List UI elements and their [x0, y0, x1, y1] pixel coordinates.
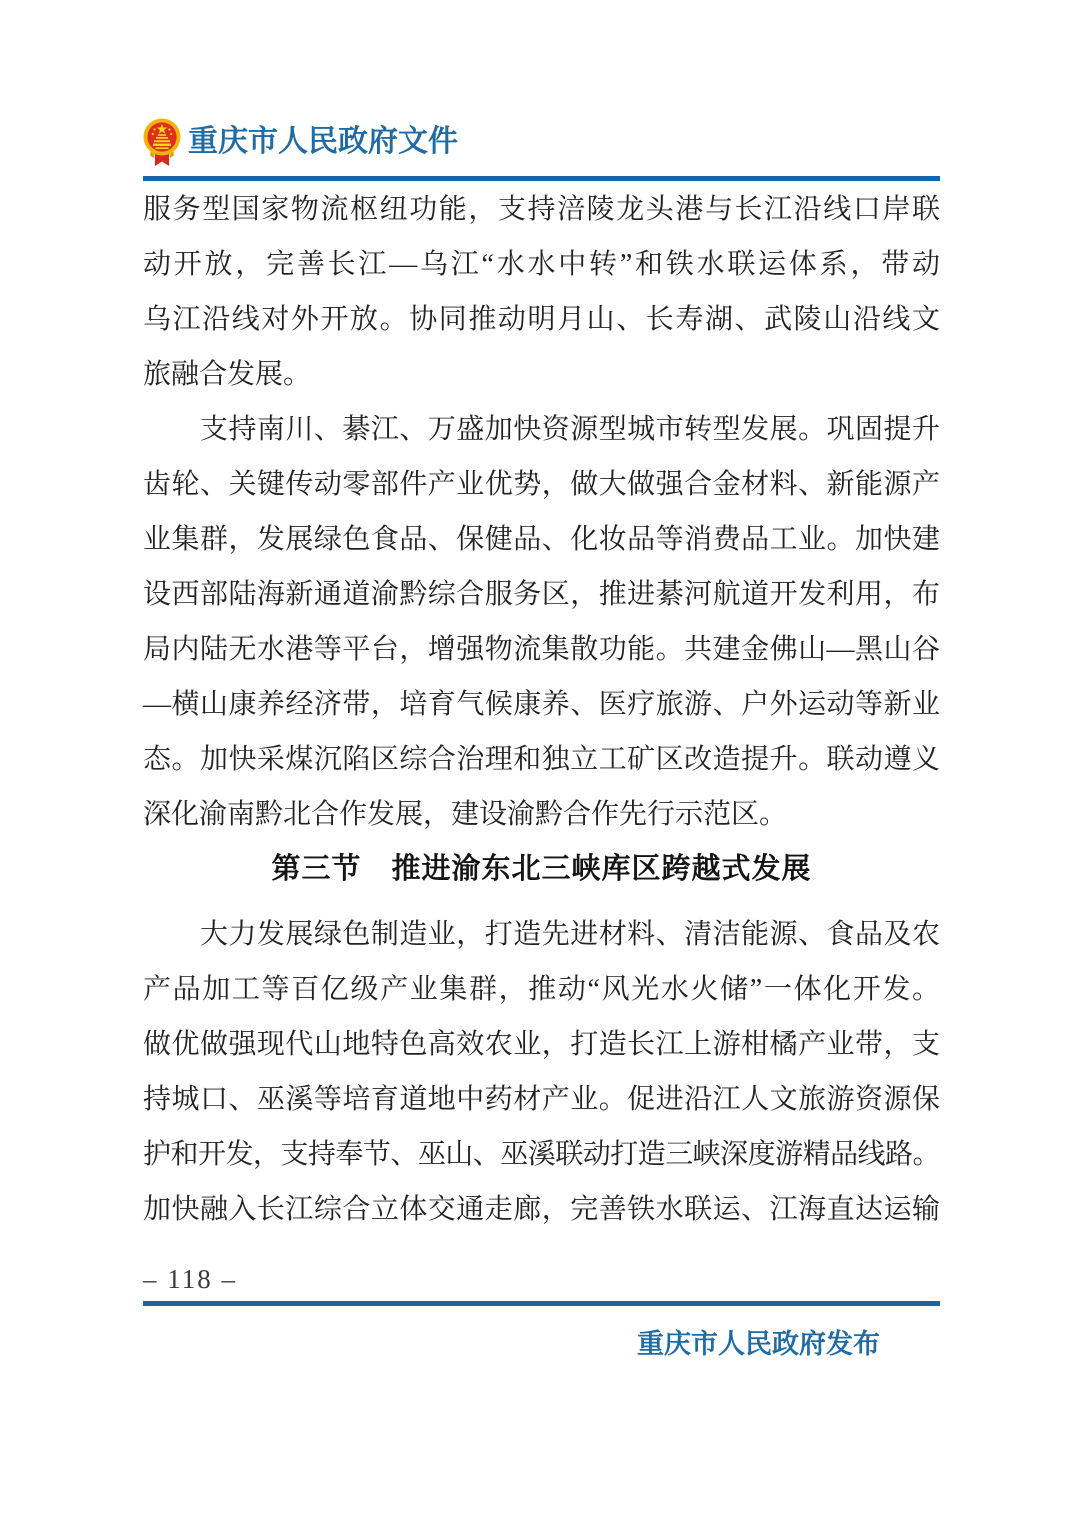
text-line: 旅融合发展。: [143, 359, 312, 390]
text-line: 态。加快采煤沉陷区综合治理和独立工矿区改造提升。联动遵义: [143, 744, 940, 775]
text-line: —横山康养经济带，培育气候康养、医疗旅游、户外运动等新业: [143, 689, 940, 720]
text-line: 齿轮、关键传动零部件产业优势，做大做强合金材料、新能源产: [143, 469, 940, 500]
publisher-label: 重庆市人民政府发布: [637, 1329, 880, 1359]
document-body: [143, 182, 940, 1237]
text-line: 加快融入长江综合立体交通走廊，完善铁水联运、江海直达运输: [143, 1194, 940, 1225]
footer-divider: [143, 1301, 940, 1306]
text-line: 乌江沿线对外开放。协同推动明月山、长寿湖、武陵山沿线文: [143, 304, 940, 335]
text-line: 动开放，完善长江—乌江“水水中转”和铁水联运体系，带动: [143, 249, 940, 280]
header-divider: [143, 176, 940, 181]
text-line: 业集群，发展绿色食品、保健品、化妆品等消费品工业。加快建: [143, 524, 940, 555]
national-emblem-icon: [143, 117, 181, 167]
text-line: 局内陆无水港等平台，增强物流集散功能。共建金佛山—黑山谷: [143, 634, 940, 665]
text-line: 大力发展绿色制造业，打造先进材料、清洁能源、食品及农: [143, 919, 940, 950]
text-line: 持城口、巫溪等培育道地中药材产业。促进沿江人文旅游资源保: [143, 1084, 940, 1115]
text-line: 做优做强现代山地特色高效农业，打造长江上游柑橘产业带，支: [143, 1029, 940, 1060]
text-line: 深化渝南黔北合作发展，建设渝黔合作先行示范区。: [143, 799, 788, 830]
document-header: [143, 0, 940, 167]
page-number: – 118 –: [143, 1264, 237, 1294]
section-heading: 第三节 推进渝东北三峡库区跨越式发展: [271, 853, 812, 885]
text-line: 产品加工等百亿级产业集群，推动“风光水火储”一体化开发。: [143, 974, 940, 1005]
text-line: 支持南川、綦江、万盛加快资源型城市转型发展。巩固提升: [143, 414, 940, 445]
text-line: 设西部陆海新通道渝黔综合服务区，推进綦河航道开发利用，布: [143, 579, 940, 610]
text-line: 护和开发，支持奉节、巫山、巫溪联动打造三峡深度游精品线路。: [143, 1139, 941, 1170]
document-title: 重庆市人民政府文件: [188, 125, 458, 158]
text-line: 服务型国家物流枢纽功能，支持涪陵龙头港与长江沿线口岸联: [143, 194, 940, 225]
